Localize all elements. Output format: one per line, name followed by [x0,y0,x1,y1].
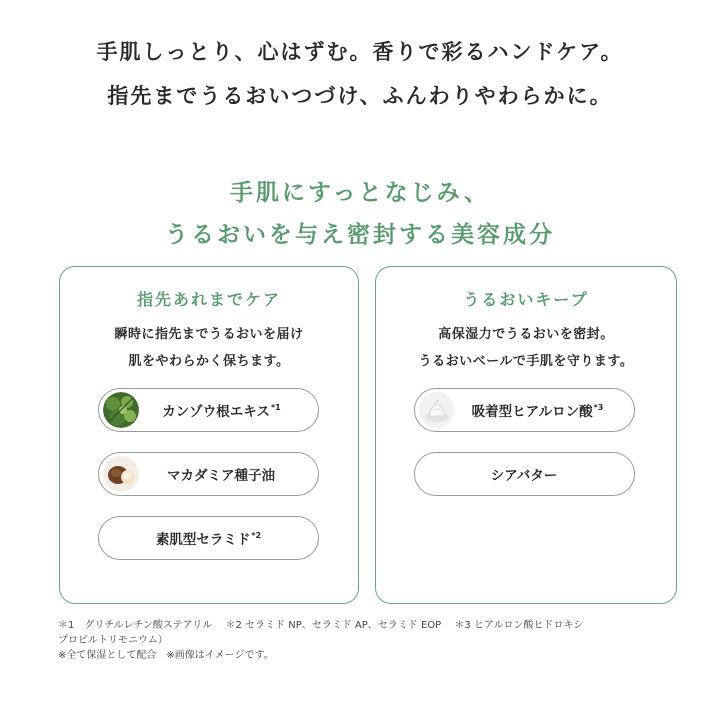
ingredient-pill-licorice [98,388,319,432]
panel-title: 指先あれまでケア [136,290,281,309]
fingertip-care-panel [59,266,359,604]
footnote-line-2: プロピルトリモニウム） [58,635,168,646]
footnote-line-3: ※全て保湿として配合 ※画像はイメージです。 [58,650,274,661]
ingredient-label: 素肌型セラミド$^{*2}$ [155,531,262,548]
panel-title: うるおいキープ [463,290,589,309]
panel-description [60,321,358,375]
intro-copy [0,30,720,118]
intro-line-1: 手肌しっとり、心はずむ。香りで彩るハンドケア。 [96,39,624,64]
licorice-leaf-photo [103,392,139,428]
ingredient-pill-ceramide [98,516,319,560]
panel-desc-line-1: 高保湿力でうるおいを密封。 [438,327,614,342]
ingredient-label: マカダミア種子油 [167,468,275,484]
ingredient-label: シアバター [490,468,558,484]
ingredient-pill-shea-butter [414,452,635,496]
footnotes [58,618,678,663]
panel-description [376,321,676,375]
panel-desc-line-2: うるおいベールで手肌を守ります。 [418,354,634,369]
ingredient-pill-hyaluronic [414,388,635,432]
footnote-line-1: ＊1 グリチルレチン酸ステアリル ＊2 セラミド NP、セラミド AP、セラミド EOP ＊3 ヒアルロン酸ヒドロキシ [58,620,584,631]
headline-line-2: うるおいを与え密封する美容成分 [165,222,555,248]
ingredients-headline [0,172,720,256]
ingredient-pill-macadamia [98,452,319,496]
panel-desc-line-1: 瞬時に指先までうるおいを届け [114,327,304,342]
intro-line-2: 指先までうるおいつづけ、ふんわりやわらかに。 [107,83,613,108]
ingredient-label: 吸着型ヒアルロン酸$^{*3}$ [471,403,604,420]
macadamia-nut-photo [103,456,139,492]
panel-desc-line-2: 肌をやわらかく保ちます。 [128,354,290,369]
cream-swirl-photo [419,392,455,428]
moisture-keep-panel [375,266,677,604]
ingredient-label: カンゾウ根エキス$^{*1}$ [162,403,281,420]
headline-line-1: 手肌にすっとなじみ、 [230,180,490,206]
